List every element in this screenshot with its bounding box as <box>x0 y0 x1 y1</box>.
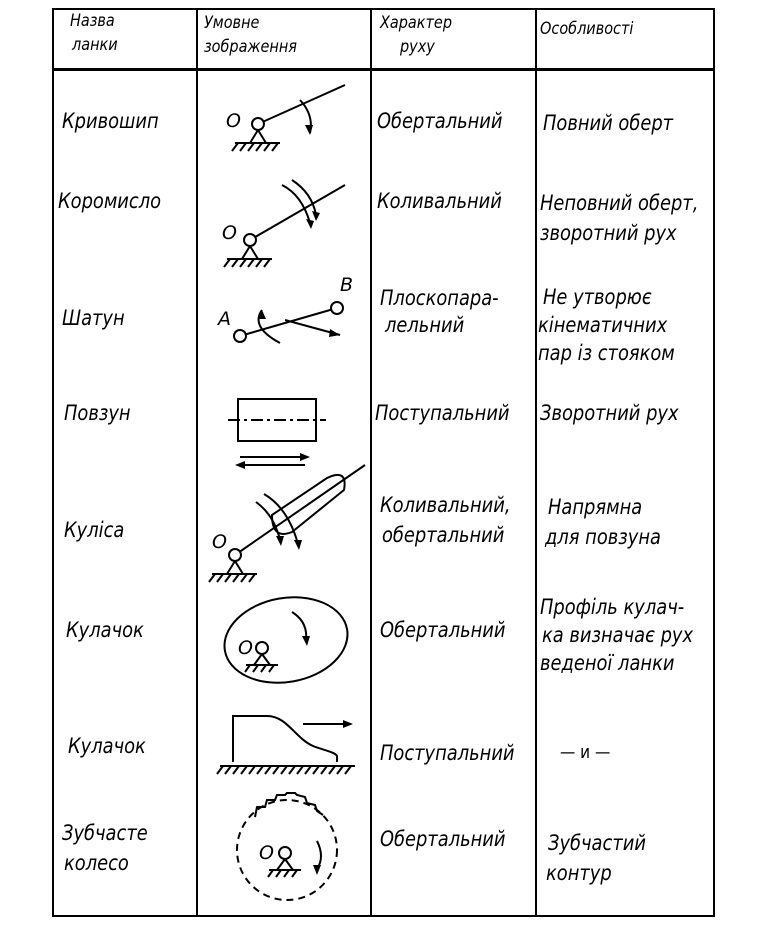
row-4-features: Зворотний рух <box>540 401 679 425</box>
row-5-motion-line2: обертальний <box>382 523 505 547</box>
row-8-name-line1: Зубчасте <box>62 821 148 845</box>
header-divider <box>52 68 715 71</box>
column-divider <box>196 8 198 917</box>
column-divider <box>535 8 537 917</box>
column-divider <box>370 8 372 917</box>
header-motion-line1: Характер <box>380 13 452 33</box>
row-2-features-line1: Неповний оберт, <box>540 191 699 215</box>
row-1-name: Кривошип <box>62 109 159 133</box>
rocker-symbol <box>210 175 360 275</box>
header-symbol-line2: зображення <box>204 37 297 57</box>
link-guide-symbol <box>200 460 370 590</box>
row-3-name: Шатун <box>62 306 125 330</box>
row-8-name-line2: колесо <box>64 851 129 875</box>
header-features: Особливості <box>540 19 634 39</box>
header-name-line1: Назва <box>70 11 115 31</box>
rocker-label-o: O <box>222 222 237 244</box>
row-7-motion: Поступальний <box>380 741 515 765</box>
translating-cam-symbol <box>215 700 365 790</box>
links-table <box>52 8 715 917</box>
header-name-line2: ланки <box>72 35 118 55</box>
coupler-label-b: B <box>340 274 354 296</box>
row-1-motion: Обертальний <box>377 109 503 133</box>
row-6-name: Кулачок <box>66 618 144 642</box>
coupler-label-a: A <box>218 308 231 330</box>
row-2-name: Коромисло <box>58 189 162 213</box>
row-1-features: Повний оберт <box>543 111 674 135</box>
row-5-features-line2: для повзуна <box>545 525 661 549</box>
row-7-name: Кулачок <box>68 734 146 758</box>
cam-label-o: O <box>238 637 253 659</box>
row-4-motion: Поступальний <box>375 401 510 425</box>
row-3-motion-line1: Плоскопара- <box>380 286 499 310</box>
row-6-features-line3: веденої ланки <box>540 651 675 675</box>
row-3-features-line2: кінематичних <box>538 313 668 337</box>
row-5-motion-line1: Коливальний, <box>380 493 511 517</box>
row-6-features-line1: Профіль кулач- <box>540 595 685 619</box>
row-6-motion: Обертальний <box>380 618 506 642</box>
gear-symbol <box>225 785 355 905</box>
row-4-name: Повзун <box>64 401 131 425</box>
row-8-features-line1: Зубчастий <box>548 831 646 855</box>
header-motion-line2: руху <box>400 37 435 57</box>
row-2-features-line2: зворотний рух <box>540 221 677 245</box>
header-symbol-line1: Умовне <box>204 13 260 33</box>
row-3-features-line3: пар із стояком <box>538 341 675 365</box>
row-5-features-line1: Напрямна <box>548 495 643 519</box>
crank-symbol <box>210 75 360 165</box>
row-2-motion: Коливальний <box>377 189 502 213</box>
row-8-motion: Обертальний <box>380 827 506 851</box>
row-8-features-line2: контур <box>546 861 612 885</box>
cam-symbol <box>210 590 360 700</box>
coupler-symbol <box>210 265 360 355</box>
row-3-features-line1: Не утворює <box>543 285 652 309</box>
crank-label-o: O <box>226 110 241 132</box>
link-guide-label-o: O <box>212 531 227 553</box>
row-5-name: Куліса <box>64 518 125 542</box>
row-3-motion-line2: лельний <box>385 313 465 337</box>
gear-label-o: O <box>259 842 274 864</box>
row-6-features-line2: ка визначає рух <box>542 623 694 647</box>
row-7-features: — и — <box>560 742 611 763</box>
